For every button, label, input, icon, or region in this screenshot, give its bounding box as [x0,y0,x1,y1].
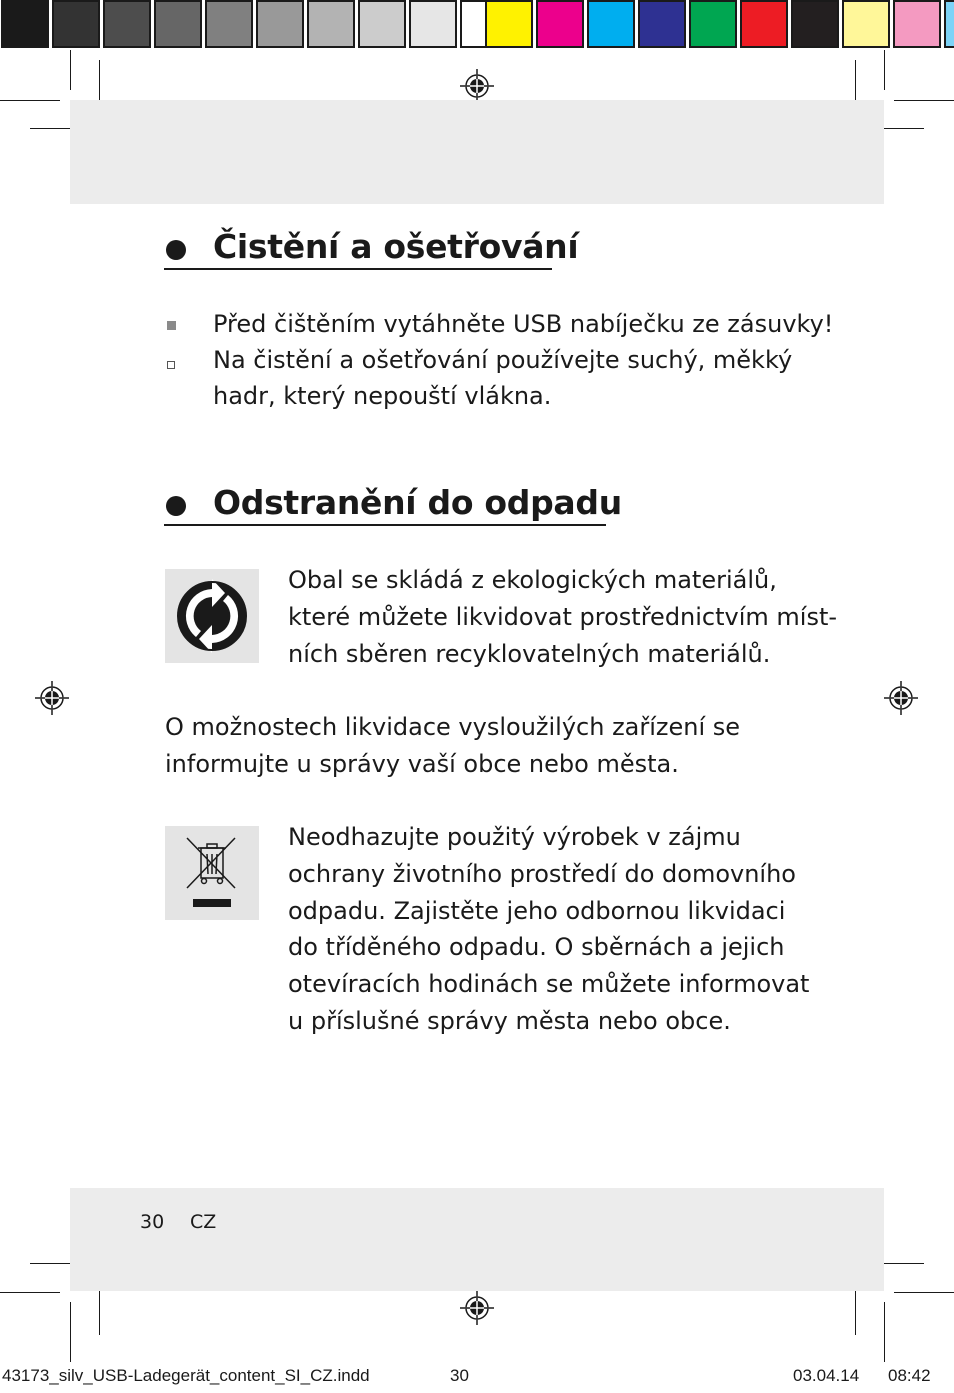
crop-mark [99,1287,100,1335]
color-swatch [205,0,253,48]
info-text-line: informujte u správy vaší obce nebo města. [165,750,679,778]
weee-text-line: ochrany životního prostředí do domovního [288,860,796,888]
weee-text-line: odpadu. Zajistěte jeho odbornou likvidaci [288,897,786,925]
color-swatch [485,0,533,48]
crop-mark [0,1292,60,1293]
crop-mark [855,1287,856,1335]
header-band [70,100,884,204]
color-swatch [842,0,890,48]
registration-mark-icon [35,681,69,715]
crop-mark [0,100,60,101]
crop-mark [70,1302,71,1362]
section-underline [164,268,552,270]
color-swatch [154,0,202,48]
language-code: CZ [190,1211,217,1233]
color-swatch [256,0,304,48]
slug-page: 30 [450,1366,469,1385]
crop-mark [884,50,885,90]
crop-mark [884,1302,885,1362]
color-swatch [791,0,839,48]
color-swatch [409,0,457,48]
crop-mark [99,60,100,105]
section-title-cleaning: Čistění a ošetřování [213,227,579,266]
registration-mark-icon [460,1291,494,1325]
weee-text-line: u příslušné správy města nebo obce. [288,1007,731,1035]
list-marker-filled [167,321,176,330]
slug-date: 03.04.14 [793,1366,860,1385]
crop-mark [877,1263,924,1264]
color-swatch [740,0,788,48]
crop-mark [894,100,954,101]
grayscale-bar [1,0,511,48]
crop-mark [894,1292,954,1293]
color-swatch [103,0,151,48]
registration-mark-icon [884,681,918,715]
section-bullet [166,496,186,516]
color-swatch [689,0,737,48]
color-swatch [358,0,406,48]
crop-mark [70,50,71,90]
weee-text-line: Neodhazujte použitý výrobek v zájmu [288,823,741,851]
list-item-continuation: hadr, který nepouští vlákna. [213,382,552,410]
color-swatch [536,0,584,48]
slug-time: 08:42 [888,1366,931,1385]
weee-text-line: otevíracích hodinách se můžete informovat [288,970,810,998]
color-swatch [944,0,954,48]
green-dot-recycle-icon [165,569,259,663]
recycle-text-line: ních sběren recyklovatelných materiálů. [288,640,771,668]
info-text-line: O možnostech likvidace vysloužilých zařízení se [165,713,741,741]
crossed-bin-weee-icon [165,826,259,920]
color-bar [485,0,954,48]
color-swatch [638,0,686,48]
recycle-text-line: Obal se skládá z ekologických materiálů, [288,566,777,594]
crop-mark [877,128,924,129]
section-bullet [166,240,186,260]
slug-filename: 43173_silv_USB-Ladegerät_content_SI_CZ.indd [2,1366,370,1385]
recycle-text-line: které můžete likvidovat prostřednictvím míst- [288,603,838,631]
color-swatch [307,0,355,48]
weee-text-line: do tříděného odpadu. O sběrnách a jejich [288,933,785,961]
color-swatch [1,0,49,48]
color-swatch [893,0,941,48]
footer-band [70,1188,884,1291]
list-item: Před čištěním vytáhněte USB nabíječku ze zásuvky! [213,310,834,338]
list-marker-hollow [167,361,175,369]
list-item: Na čistění a ošetřování používejte suchý, měkký [213,346,793,374]
crop-mark [855,60,856,105]
page-number: 30 [140,1211,165,1233]
color-swatch [52,0,100,48]
section-underline [164,524,606,526]
registration-mark-icon [460,69,494,103]
color-swatch [587,0,635,48]
section-title-disposal: Odstranění do odpadu [213,483,622,522]
